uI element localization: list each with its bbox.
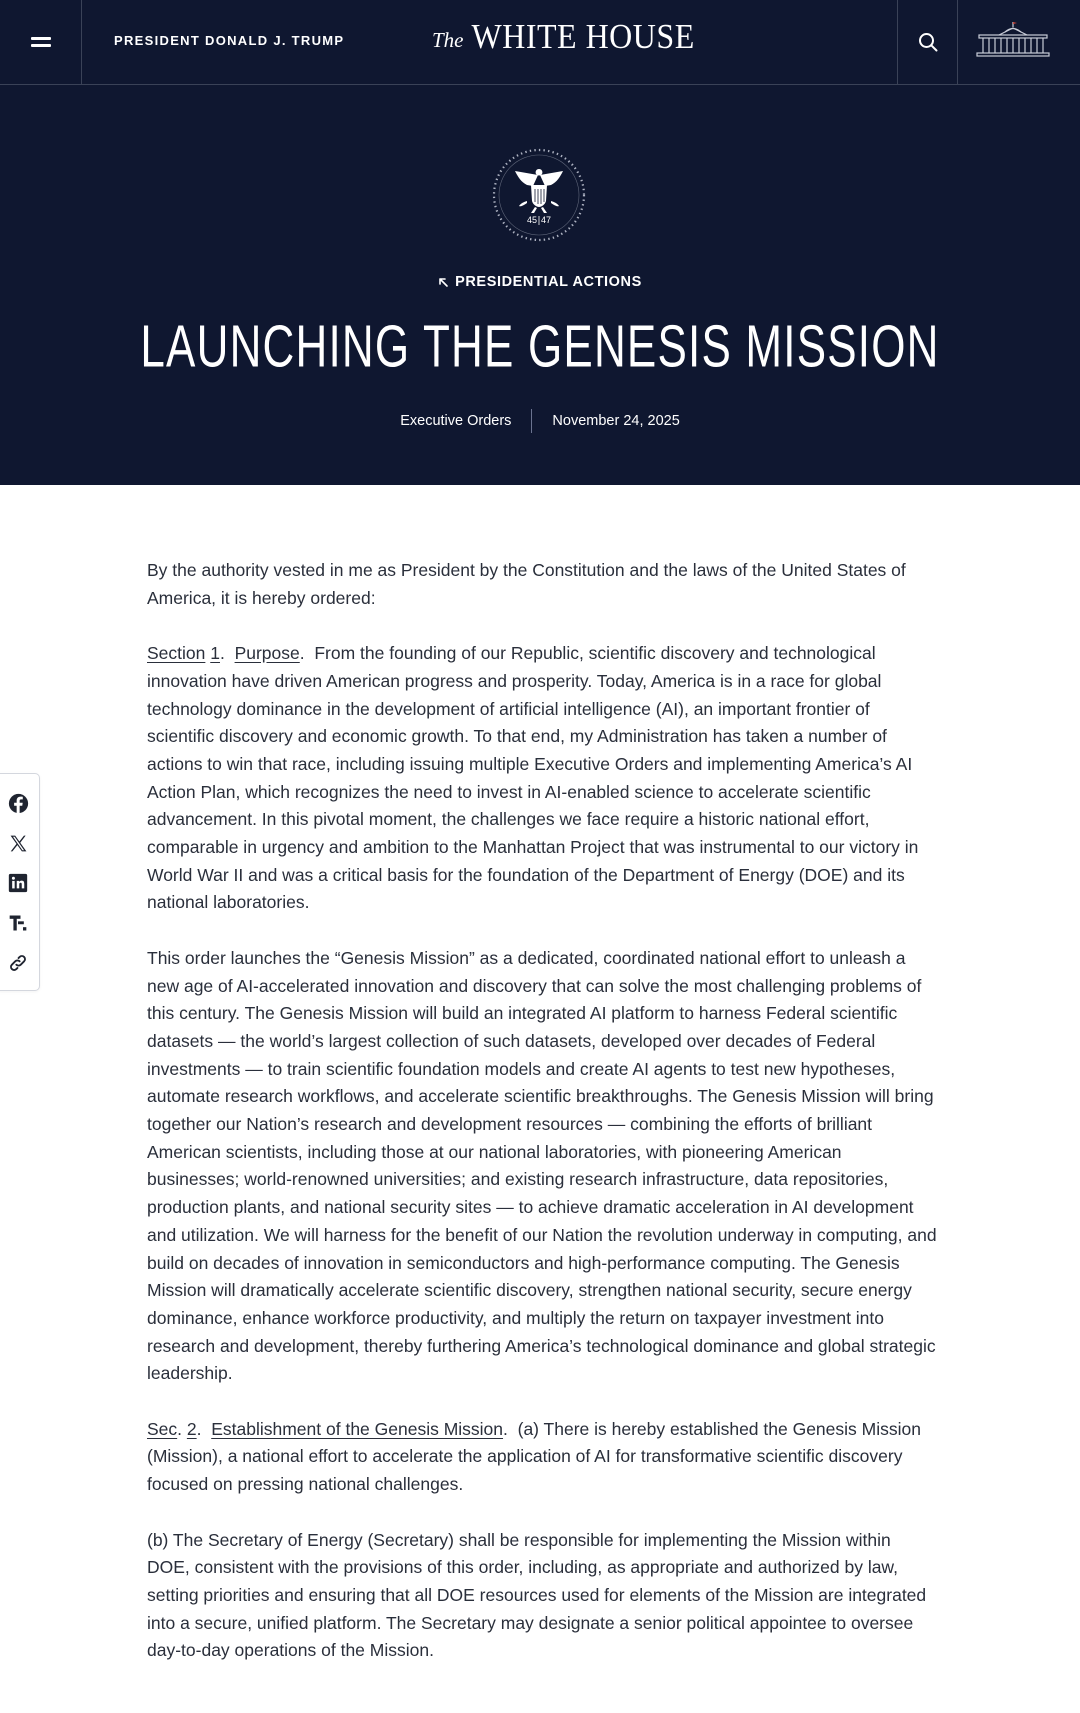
article-body bbox=[147, 557, 937, 1693]
page-title: LAUNCHING THE GENESIS MISSION bbox=[140, 313, 940, 380]
president-link[interactable]: PRESIDENT DONALD J. TRUMP bbox=[114, 33, 345, 48]
arrow-up-left-icon bbox=[438, 277, 449, 288]
category-link[interactable] bbox=[438, 274, 642, 290]
section-1-text: From the founding of our Republic, scientific discovery and technological innovation have driven American progress and prosperity. Today, America is in a race for global technology dominance in the development of artificial intelligence (AI), an important frontier of scientific discovery and economic growth. To that end, my Administration has taken a number of actions to win that race, including issuing multiple Executive Orders and implementing America’s AI Action Plan, which recognizes the need to invest in AI-enabled science to accelerate scientific advancement. In this pivotal moment, the challenges we face require a historic national effort, comparable in urgency and ambition to the Manhattan Project that was instrumental to our victory in World War II and was a critical basis for the foundation of the Department of Energy (DOE) and its national laboratories. bbox=[147, 643, 919, 913]
category-label: PRESIDENTIAL ACTIONS bbox=[455, 274, 642, 290]
truth-social-icon[interactable] bbox=[7, 912, 29, 934]
section-2-paragraph: Sec. 2. Establishment of the Genesis Mission. (a) There is hereby established the Genesis Mission (Mission), a national effort to accelerate the application of AI for transformative scientific discovery focused on pressing national challenges. bbox=[147, 1418, 921, 1495]
seal-number-left: 45 bbox=[526, 215, 538, 225]
logo-name: WHITE HOUSE bbox=[471, 16, 695, 56]
section-1-number: 1 bbox=[210, 643, 220, 664]
intro-paragraph: By the authority vested in me as President by the Constitution and the laws of the United States of America, it is hereby ordered: bbox=[147, 560, 906, 608]
meta-date: November 24, 2025 bbox=[552, 413, 680, 429]
section-2-number: 2 bbox=[186, 1418, 197, 1439]
section-2b-paragraph: (b) The Secretary of Energy (Secretary) shall be responsible for implementing the Mission within DOE, consistent with the provisions of this order, including, as appropriate and authorized by law, setting priorities and ensuring that all DOE resources used for elements of the Mission are integrated into a secure, unified platform. The Secretary may designate a senior political appointee to oversee day-to-day operations of the Mission. bbox=[147, 1529, 927, 1661]
article-hero bbox=[0, 85, 1080, 485]
section-2-heading: Establishment of the Genesis Mission bbox=[211, 1418, 504, 1439]
linkedin-icon[interactable] bbox=[7, 872, 29, 894]
genesis-mission-paragraph: This order launches the “Genesis Mission” as a dedicated, coordinated national effort to unleash a new age of AI-accelerated innovation and discovery that can solve the most challenging problems of this century. The Genesis Mission will build an integrated AI platform to harness Federal scientific datasets — the world’s largest collection of such datasets, developed over decades of Federal investments — to train scientific foundation models and create AI agents to test new hypotheses, automate research workflows, and accelerate scientific breakthroughs. The Genesis Mission will bring together our Nation’s research and development resources — combining the efforts of brilliant American scientists, including those at our national laboratories, with pioneering American businesses; world-renowned universities; and existing research infrastructure, data repositories, production plants, and national security sites — to achieve dramatic acceleration in AI development and utilization. We will harness for the benefit of our Nation the revolution underway in computing, and build on decades of innovation in semiconductors and high-performance computing. The Genesis Mission will dramatically accelerate scientific discovery, strengthen national security, secure energy dominance, enhance workforce productivity, and multiply the return on taxpayer investment into research and development, thereby furthering America’s technological dominance and global strategic leadership. bbox=[147, 947, 937, 1384]
meta-category-link[interactable]: Executive Orders bbox=[400, 413, 512, 429]
section-2-label: Sec bbox=[147, 1418, 178, 1439]
facebook-icon[interactable] bbox=[7, 792, 29, 814]
section-1-label: Section bbox=[147, 643, 206, 664]
menu-icon bbox=[31, 36, 51, 48]
presidential-seal-icon bbox=[491, 147, 587, 243]
white-house-logo[interactable] bbox=[432, 18, 695, 55]
section-1-heading: Purpose bbox=[234, 643, 300, 664]
search-button[interactable] bbox=[897, 0, 958, 84]
article-meta bbox=[0, 409, 1080, 433]
copy-link-icon[interactable] bbox=[7, 952, 29, 974]
top-navigation bbox=[0, 0, 1080, 85]
category-row bbox=[0, 274, 1080, 293]
x-icon[interactable] bbox=[7, 832, 29, 854]
section-1-paragraph: Section 1. Purpose. From the founding of our Republic, scientific discovery and technological innovation have driven American progress and prosperity. Today, America is in a race for global technology dominance in the development of artificial intelligence (AI), an important frontier of scientific discovery and economic growth. To that end, my Administration has taken a number of actions to win that race, including issuing multiple Executive Orders and implementing America’s AI Action Plan, which recognizes the need to invest in AI-enabled science to accelerate scientific advancement. In this pivotal moment, the challenges we face require a historic national effort, comparable in urgency and ambition to the Manhattan Project that was instrumental to our victory in World War II and was a critical basis for the foundation of the Department of Energy (DOE) and its national laboratories. bbox=[147, 643, 919, 913]
section-2-text: (a) There is hereby established the Genesis Mission (Mission), a national effort to accelerate the application of AI for transformative scientific discovery focused on pressing national challenges. bbox=[147, 1418, 921, 1495]
search-icon bbox=[918, 32, 938, 52]
menu-button[interactable] bbox=[0, 0, 82, 84]
logo-the: The bbox=[432, 28, 464, 52]
share-rail bbox=[0, 773, 40, 991]
white-house-building-icon[interactable] bbox=[975, 20, 1051, 60]
seal-number-right: 47 bbox=[540, 215, 552, 225]
